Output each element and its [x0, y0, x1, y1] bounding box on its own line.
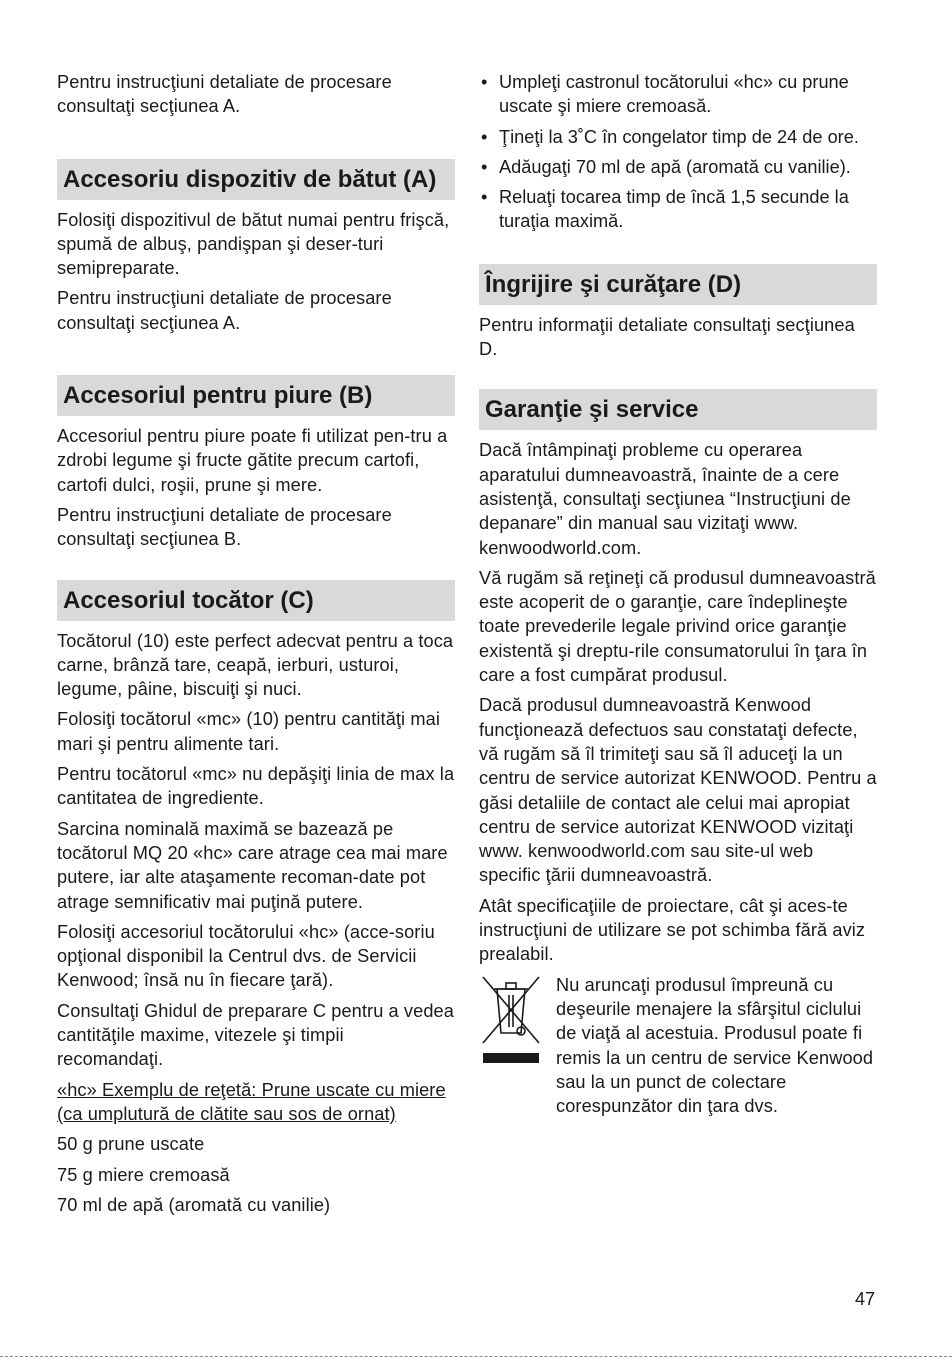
ingredient-item: 75 g miere cremoasă [57, 1164, 230, 1185]
disposal-notice [479, 973, 877, 1119]
warranty-heading: Garanţie şi service [479, 389, 877, 430]
page-border [0, 1356, 952, 1357]
disposal-text: Nu aruncaţi produsul împreună cu deşeurile menajere la sfârşitul ciclului de viaţă al acestuia. Produsul poate fi remis la un centru de service Kenwood sau la un punct de colectare corespunzător din ţara dvs. [556, 974, 874, 1117]
section-d-heading: Îngrijire şi curăţare (D) [479, 264, 877, 305]
recipe-step: • Umpleţi castronul tocătorului «hc» cu prune uscate şi miere cremoasă. [479, 70, 877, 119]
recipe-step: • Ţineţi la 3˚C în congelator timp de 24 de ore. [479, 125, 877, 149]
section-a-heading: Accesoriu dispozitiv de bătut (A) [57, 159, 455, 200]
left-column [57, 70, 455, 1223]
right-column [479, 70, 877, 1124]
section-c-text-1: Tocătorul (10) este perfect adecvat pentru a toca carne, brânză tare, ceapă, ierburi, usturoi, legume, pâine, biscuiţi şi nuci. [57, 630, 454, 700]
recipe-step: • Reluaţi tocarea timp de încă 1,5 secunde la turaţia maximă. [479, 185, 877, 234]
section-c-text-2: Folosiţi tocătorul «mc» (10) pentru cantităţi mai mari şi pentru alimente tari. [57, 709, 440, 754]
intro-text: Pentru instrucţiuni detaliate de procesare consultaţi secţiunea A. [57, 72, 392, 117]
section-c-text-4: Sarcina nominală maximă se bazează pe tocătorul MQ 20 «hc» care atrage cea mai mare putere, iar alte ataşamente recoman-date pot atrage semnificativ mai puţină putere. [57, 818, 448, 912]
page-number: 47 [854, 1289, 875, 1309]
ingredient-item: 50 g prune uscate [57, 1134, 205, 1155]
section-a-text-2: Pentru instrucţiuni detaliate de procesare consultaţi secţiunea A. [57, 288, 392, 333]
section-b-text-1: Accesoriul pentru piure poate fi utilizat pen-tru a zdrobi legume şi fructe gătite precum cartofi, cartofi dulci, roşii, prune şi mere. [57, 426, 448, 495]
section-c-text-5: Folosiţi accesoriul tocătorului «hc» (acce-soriu opţional disponibil la Centrul dvs. de Servicii Kenwood; însă nu în fiecare ţară). [57, 921, 435, 991]
recipe-step: • Adăugaţi 70 ml de apă (aromată cu vanilie). [479, 155, 877, 179]
section-c-heading: Accesoriul tocător (C) [57, 580, 455, 621]
warranty-text-2: Vă rugăm să reţineţi că produsul dumneavoastră este acoperit de o garanţie, care îndeplineşte toate prevederile legale privind orice garanţie existentă şi dreptu-rile consumatorului în ţara în care a fost cumpărat produsul. [479, 567, 876, 686]
ingredient-item: 70 ml de apă (aromată cu vanilie) [57, 1194, 331, 1215]
section-c-text-3: Pentru tocătorul «mc» nu depăşiţi linia de max la cantitatea de ingrediente. [57, 764, 455, 809]
warranty-text-1: Dacă întâmpinaţi probleme cu operarea aparatului dumneavoastră, înainte de a cere asistenţă, consultaţi secţiunea “Instrucţiuni de depanare” din manual sau vizitaţi www. kenwoodworld.com. [479, 440, 851, 558]
crossed-bin-icon [479, 973, 543, 1063]
section-a-text-1: Folosiţi dispozitivul de bătut numai pentru frişcă, spumă de albuş, pandişpan şi deser-turi semipreparate. [57, 209, 450, 279]
warranty-text-3: Dacă produsul dumneavoastră Kenwood funcţionează defectuos sau constataţi defecte, vă rugăm să îl trimiteţi sau să îl aduceţi la un centru de service autorizat KENWOOD. Pentru a găsi detaliile de contact ale celui mai apropiat centru de service autorizat KENWOOD vizitaţi www. kenwoodworld.com sau site-ul web specific ţării dumneavoastră. [479, 695, 877, 886]
section-c-text-6: Consultaţi Ghidul de preparare C pentru a vedea cantităţile maxime, vitezele şi timpii recomandaţi. [57, 1000, 454, 1070]
warranty-text-4: Atât specificaţiile de proiectare, cât şi aces-te instrucţiuni de utilizare se pot schimba fără aviz prealabil. [479, 895, 866, 965]
recipe-title: «hc» Exemplu de reţetă: Prune uscate cu miere (ca umplutură de clătite sau sos de ornat) [57, 1079, 446, 1124]
section-b-text-2: Pentru instrucţiuni detaliate de procesare consultaţi secţiunea B. [57, 504, 392, 550]
recipe-steps-list [479, 70, 877, 234]
section-b-heading: Accesoriul pentru piure (B) [57, 375, 455, 416]
section-d-text: Pentru informaţii detaliate consultaţi secţiunea D. [479, 314, 855, 360]
